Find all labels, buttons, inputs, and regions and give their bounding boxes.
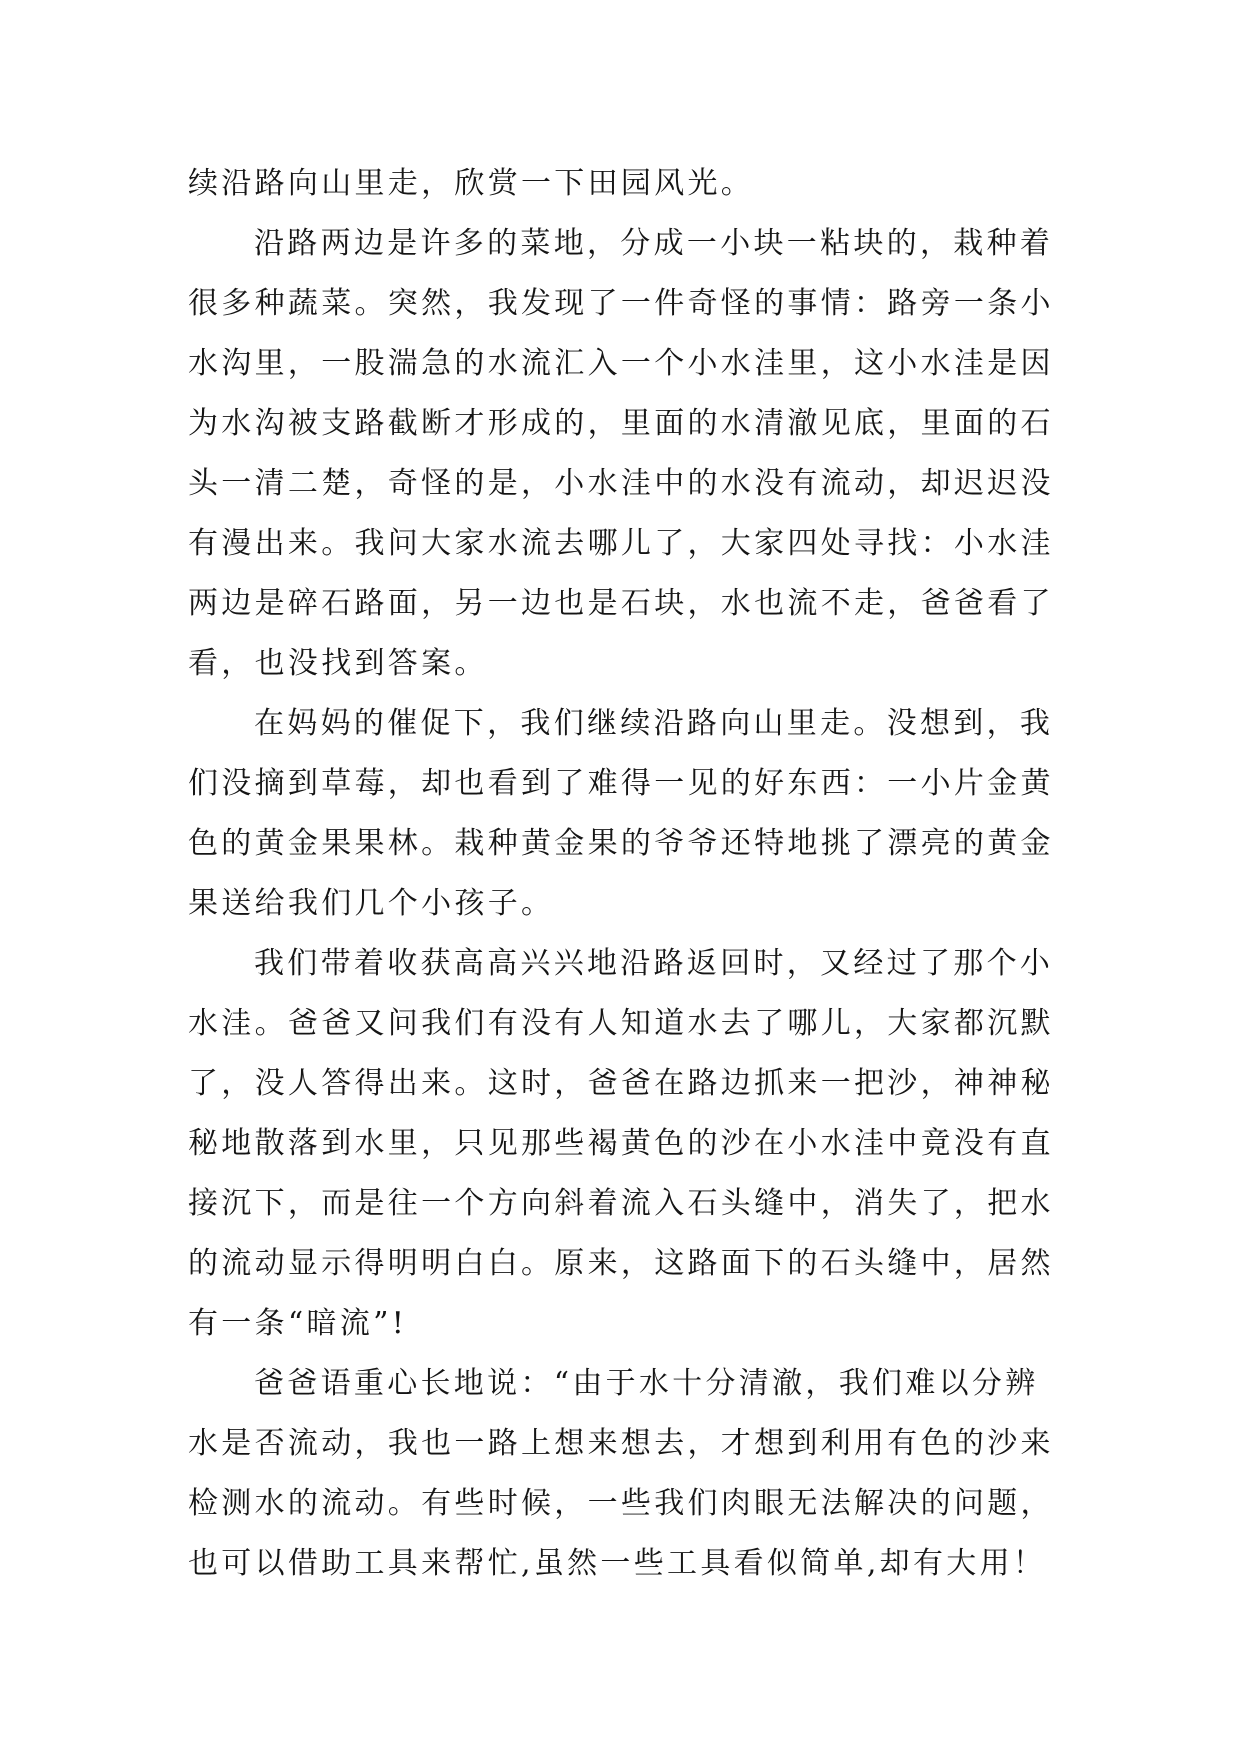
text-line: 我们带着收获高高兴兴地沿路返回时，又经过了那个小 [254, 946, 1054, 981]
text-line: 水沟里，一股湍急的水流汇入一个小水洼里，这小水洼是因 [188, 346, 1054, 381]
text-line: 的流动显示得明明白白。原来，这路面下的石头缝中，居然 [188, 1246, 1054, 1281]
text-line: 为水沟被支路截断才形成的，里面的水清澈见底，里面的石 [188, 406, 1054, 441]
paragraph-1 [188, 154, 1056, 214]
text-line: 水洼。爸爸又问我们有没有人知道水去了哪儿，大家都沉默 [188, 1006, 1054, 1041]
text-line: 两边是碎石路面，另一边也是石块，水也流不走，爸爸看了 [188, 586, 1054, 621]
text-line: 也可以借助工具来帮忙,虽然一些工具看似简单,却有大用！ [188, 1546, 1047, 1581]
text-line: 头一清二楚，奇怪的是，小水洼中的水没有流动，却迟迟没 [188, 466, 1054, 501]
text-line: 了，没人答得出来。这时，爸爸在路边抓来一把沙，神神秘 [188, 1066, 1054, 1101]
paragraph-5 [188, 1354, 1056, 1594]
text-line: 水是否流动，我也一路上想来想去，才想到利用有色的沙来 [188, 1426, 1054, 1461]
text-line: 爸爸语重心长地说：“由于水十分清澈，我们难以分辨 [254, 1366, 1039, 1401]
text-line: 看，也没找到答案。 [188, 646, 488, 681]
text-line: 接沉下，而是往一个方向斜着流入石头缝中，消失了，把水 [188, 1186, 1054, 1221]
text-line: 秘地散落到水里，只见那些褐黄色的沙在小水洼中竟没有直 [188, 1126, 1054, 1161]
text-line: 色的黄金果果林。栽种黄金果的爷爷还特地挑了漂亮的黄金 [188, 826, 1054, 861]
text-line: 检测水的流动。有些时候，一些我们肉眼无法解决的问题， [188, 1486, 1054, 1521]
text-line: 在妈妈的催促下，我们继续沿路向山里走。没想到，我 [254, 706, 1054, 741]
text-line: 很多种蔬菜。突然，我发现了一件奇怪的事情：路旁一条小 [188, 286, 1054, 321]
text-line: 续沿路向山里走，欣赏一下田园风光。 [188, 166, 755, 201]
text-line: 果送给我们几个小孩子。 [188, 886, 555, 921]
paragraph-3 [188, 694, 1056, 934]
text-line: 有漫出来。我问大家水流去哪儿了，大家四处寻找：小水洼 [188, 526, 1054, 561]
text-line: 们没摘到草莓，却也看到了难得一见的好东西：一小片金黄 [188, 766, 1054, 801]
paragraph-4 [188, 934, 1056, 1354]
text-line: 沿路两边是许多的菜地，分成一小块一粘块的，栽种着 [254, 226, 1054, 261]
paragraph-2 [188, 214, 1056, 694]
text-line: 有一条“暗流”! [188, 1306, 408, 1341]
